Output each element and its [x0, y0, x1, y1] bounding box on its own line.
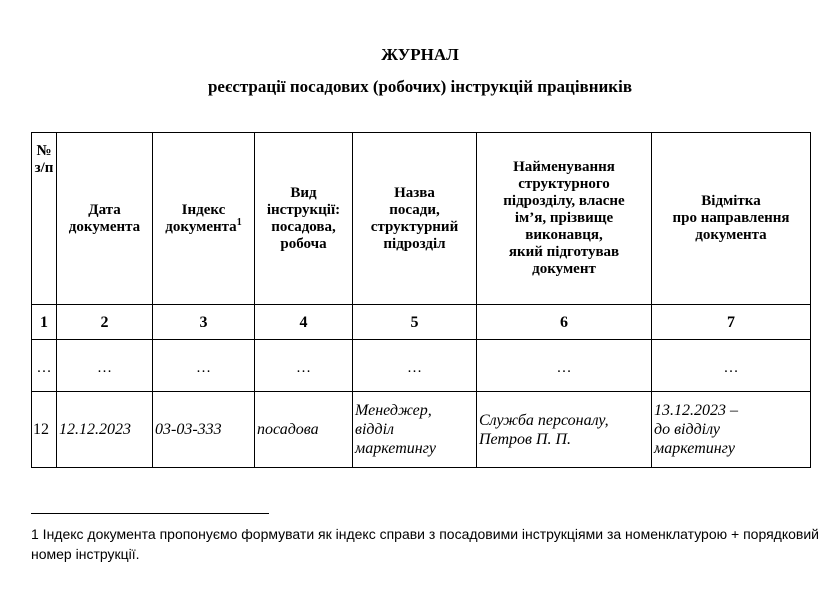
- ellipsis-cell: [57, 340, 153, 392]
- header-executor: Найменування структурного підрозділу, власне ім’я, прізвище виконавця, який підготував документ: [477, 133, 652, 305]
- footnote-mark: 1: [236, 216, 242, 228]
- record-mark: 13.12.2023 – до відділу маркетингу: [652, 392, 811, 468]
- ellipsis-text: …: [407, 360, 422, 376]
- header-index-label: Індекс документа: [165, 201, 237, 235]
- ellipsis-cell: [652, 340, 811, 392]
- header-position: Назва посади, структурний підрозділ: [353, 133, 477, 305]
- record-number: 12: [32, 392, 57, 468]
- journal-subtitle: реєстрації посадових (робочих) інструкцій працівників: [207, 77, 633, 96]
- record-type: посадова: [255, 392, 353, 468]
- column-number: 4: [255, 305, 353, 340]
- footnote-text: 1 Індекс документа пропонуємо формувати як індекс справи з посадовими інструкціями за номенклатурою + порядковий номер інструкції.: [31, 526, 819, 562]
- record-executor: Служба персоналу, Петров П. П.: [477, 392, 652, 468]
- ellipsis-cell: [477, 340, 652, 392]
- header-instruction-type: Вид інструкції: посадова, робоча: [255, 133, 353, 305]
- ellipsis-cell: [255, 340, 353, 392]
- ellipsis-text: …: [556, 360, 572, 376]
- footnote-separator: [31, 513, 269, 514]
- header-mark: Відмітка про направлення документа: [652, 133, 811, 305]
- column-number: 5: [353, 305, 477, 340]
- ellipsis-text: …: [723, 360, 739, 376]
- ellipsis-cell: [353, 340, 477, 392]
- ellipsis-text: …: [296, 360, 311, 376]
- journal-title: ЖУРНАЛ: [381, 45, 459, 64]
- table-row: [32, 392, 811, 468]
- ellipsis-text: …: [97, 360, 112, 376]
- column-numbers-row: [32, 305, 811, 340]
- record-position: Менеджер, відділ маркетингу: [353, 392, 477, 468]
- header-index: [153, 133, 255, 305]
- registration-journal-table: [31, 132, 811, 468]
- ellipsis-cell: [32, 340, 57, 392]
- column-number: 1: [32, 305, 57, 340]
- header-number: № з/п: [32, 133, 57, 305]
- ellipsis-cell: [153, 340, 255, 392]
- column-number: 6: [477, 305, 652, 340]
- ellipsis-row: [32, 340, 811, 392]
- column-number: 7: [652, 305, 811, 340]
- record-date: 12.12.2023: [57, 392, 153, 468]
- column-number: 2: [57, 305, 153, 340]
- header-date: Дата документа: [57, 133, 153, 305]
- record-index: 03-03-333: [153, 392, 255, 468]
- ellipsis-text: …: [36, 360, 52, 376]
- column-number: 3: [153, 305, 255, 340]
- ellipsis-text: …: [196, 360, 211, 376]
- table-header-row: [32, 133, 811, 305]
